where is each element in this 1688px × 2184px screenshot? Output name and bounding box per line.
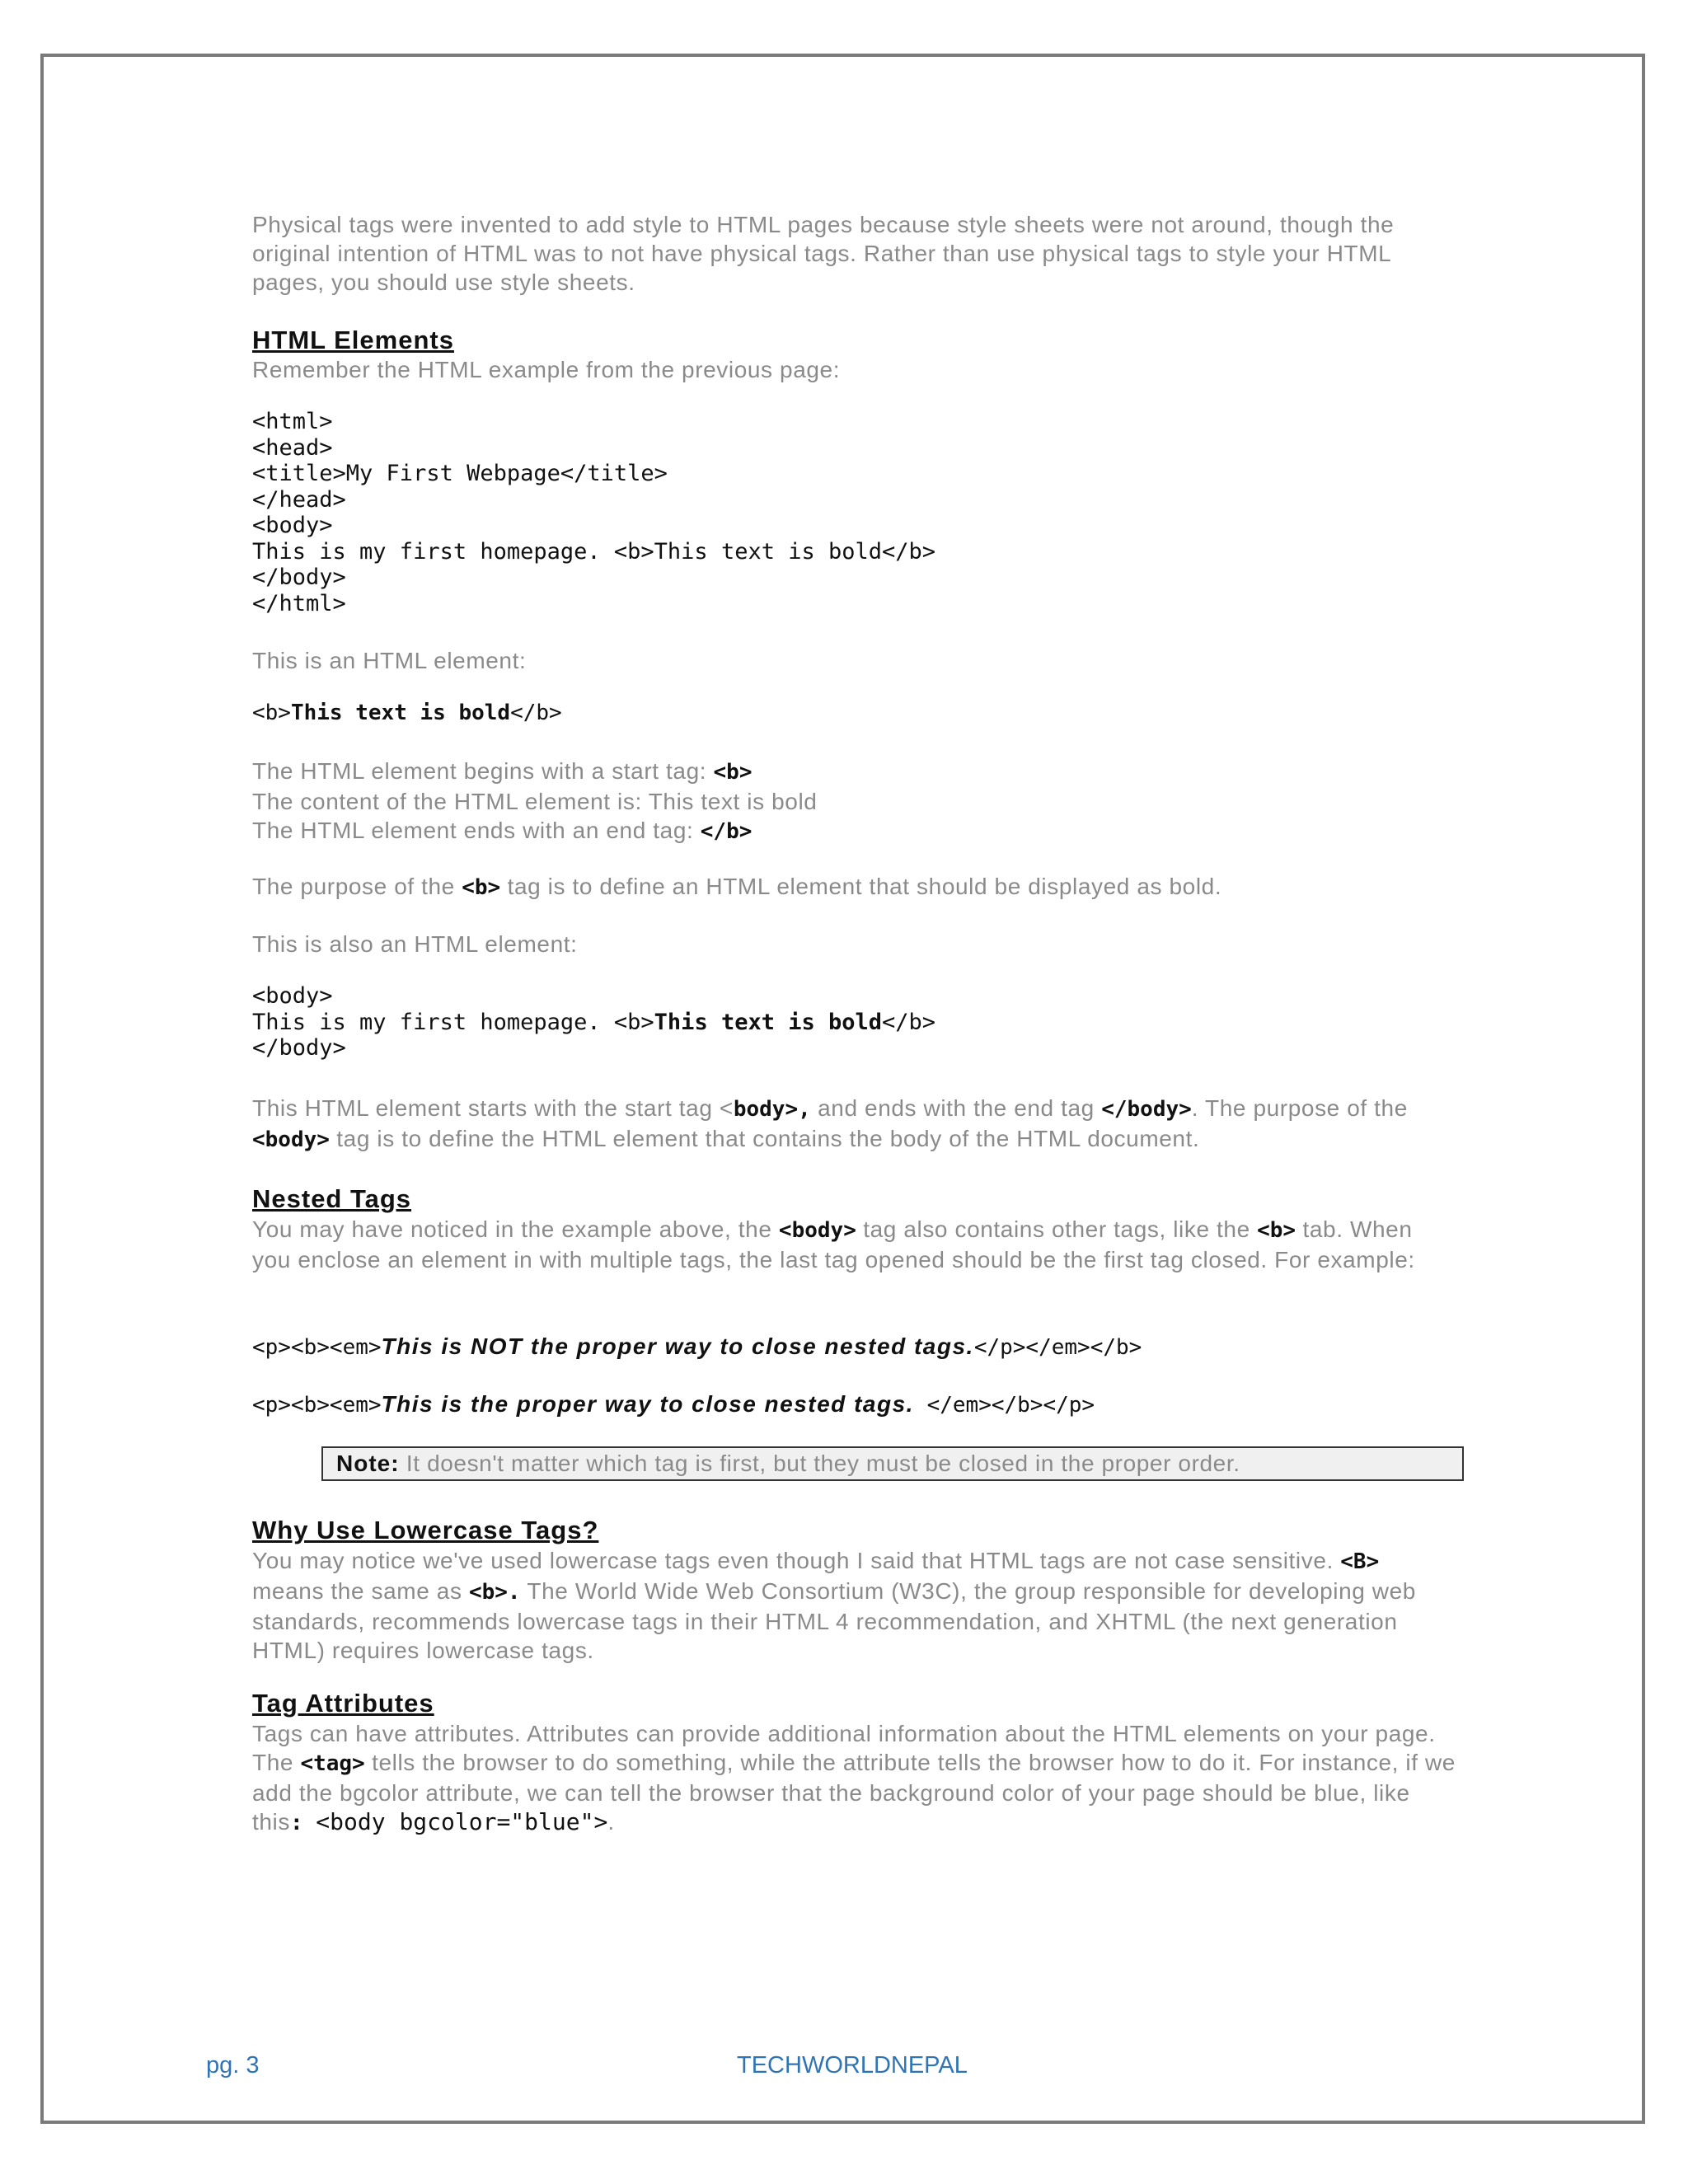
lowercase-paragraph: You may notice we've used lowercase tags even though I said that HTML tags are not case sensitive. <B> means the same as <b>. The World Wide Web Consortium (W3C), the group responsible for developing web standards, recommends lowercase tags in their HTML 4 recommendation, and XHTML (the next generation HTML) requires lowercase tags.	[252, 1548, 1416, 1663]
note-text: It doesn't matter which tag is first, but they must be closed in the proper order.	[399, 1451, 1240, 1476]
nested-tags-heading: Nested Tags	[252, 1184, 412, 1213]
code-line: </html>	[252, 590, 346, 616]
content-line: The content of the HTML element is: This text is bold	[252, 789, 818, 814]
note-box	[321, 1446, 1464, 1481]
note-label: Note:	[336, 1451, 400, 1476]
attributes-paragraph: Tags can have attributes. Attributes can provide additional information about the HTML elements on your page. The <tag> tells the browser to do something, while the attribute tells the browser how to do it. For instance, if we add the bgcolor attribute, we can tell the browser that the background color of your page should be blue, like this: <body bgcolor="blue">.	[252, 1721, 1456, 1835]
this-is-element-text: This is an HTML element:	[252, 648, 527, 673]
lowercase-heading: Why Use Lowercase Tags?	[252, 1516, 599, 1544]
html-elements-heading	[252, 326, 1456, 355]
wrong-nesting-example: <p><b><em>This is NOT the proper way to close nested tags.</p></em></b>	[252, 1333, 1142, 1360]
code-line: <html>	[252, 409, 333, 434]
purpose-line: The purpose of the <b> tag is to define an HTML element that should be displayed as bold.	[252, 874, 1222, 900]
remember-text: Remember the HTML example from the previous page:	[252, 357, 841, 382]
intro-paragraph: Physical tags were invented to add style to HTML pages because style sheets were not around, though the original intention of HTML was to not have physical tags. Rather than use physical tags to style your HTML pages, you should use style sheets.	[252, 212, 1395, 295]
body-example: <body> This is my first homepage. <b>This text is bold</b> </body>	[252, 983, 936, 1061]
bold-element-example: <b>This text is bold</b>	[252, 701, 562, 725]
footer-brand: TECHWORLDNEPAL	[737, 2052, 968, 2079]
body-explanation: This HTML element starts with the start tag <body>, and ends with the end tag </body>. The purpose of the <body> tag is to define the HTML element that contains the body of the HTML document.	[252, 1095, 1408, 1152]
element-parts	[252, 757, 1456, 846]
code-line: </body>	[252, 565, 346, 590]
nested-paragraph: You may have noticed in the example above, the <body> tag also contains other tags, like the <b> tab. When you enclose an element in with multiple tags, the last tag opened should be the first tag closed. For example:	[252, 1216, 1415, 1272]
attributes-heading: Tag Attributes	[252, 1689, 434, 1718]
ends-line: The HTML element ends with an end tag: </b>	[252, 818, 753, 844]
also-element-text: This is also an HTML element:	[252, 931, 578, 957]
begins-line: The HTML element begins with a start tag: <b>	[252, 758, 753, 785]
code-line: <head>	[252, 434, 333, 461]
heading-text: HTML Elements	[252, 326, 454, 354]
page-number: pg. 3	[206, 2052, 260, 2079]
code-line: <title>My First Webpage</title>	[252, 461, 668, 486]
code-example	[252, 409, 1456, 616]
code-line: </head>	[252, 486, 346, 513]
code-line: <body>	[252, 513, 333, 538]
code-line: This is my first homepage. <b>This text is bold</b>	[252, 538, 936, 565]
right-nesting-example: <p><b><em>This is the proper way to close nested tags. </em></b></p>	[252, 1391, 1095, 1418]
